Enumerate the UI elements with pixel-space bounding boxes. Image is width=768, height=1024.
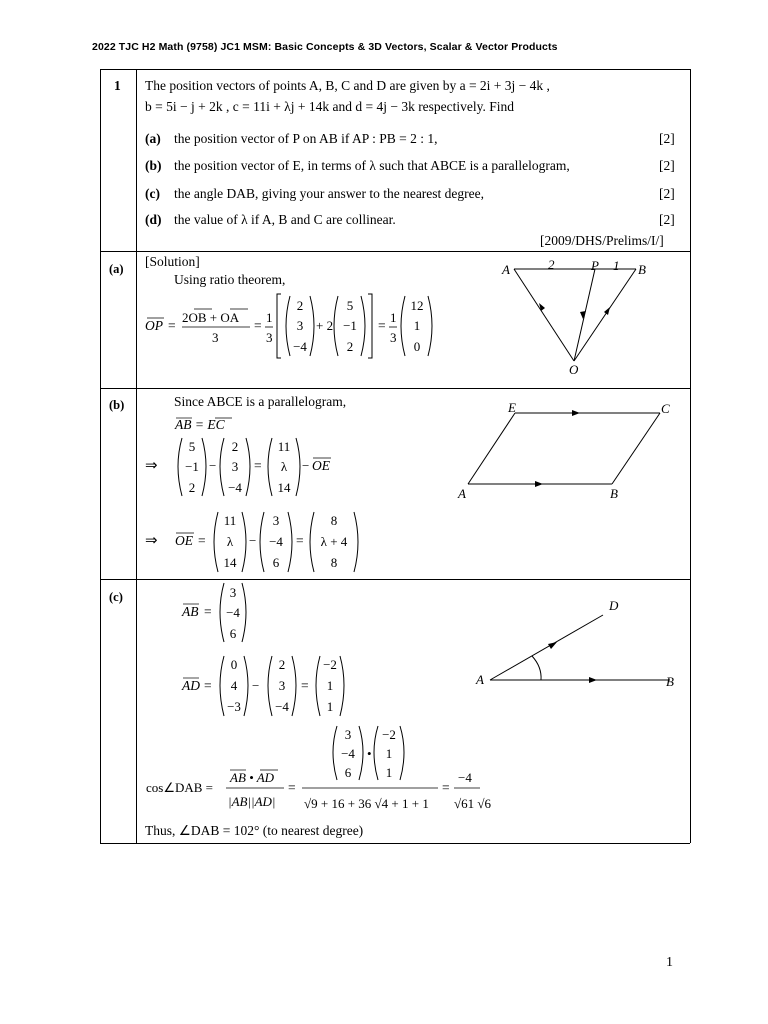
va-1: 3: [231, 459, 239, 474]
part-d-marks: [2]: [659, 212, 675, 227]
parallelogram-diagram: [450, 398, 680, 508]
sol-c-final: Thus, ∠DAB = 102° (to nearest degree): [145, 823, 364, 838]
sol-b-line1: Since ABCE is a parallelogram,: [174, 394, 347, 409]
third-den: 3: [390, 330, 397, 345]
vector-paren: [333, 726, 337, 780]
vector-paren: [310, 512, 314, 572]
third-num: 1: [390, 310, 397, 325]
angle-diagram: [470, 595, 685, 695]
ab-1: −4: [226, 605, 240, 620]
question-source: [2009/DHS/Prelims/I/]: [540, 233, 664, 248]
table-divider: [100, 251, 690, 252]
vector-paren: [268, 438, 272, 496]
vector-paren: [288, 512, 292, 572]
point-p: P: [591, 258, 599, 273]
d-1: 4: [230, 678, 238, 693]
third-num: 1: [266, 310, 273, 325]
point-e: E: [508, 400, 516, 415]
equals: =: [296, 533, 304, 548]
part-c-text: the angle DAB, giving your answer to the nearest degree,: [174, 186, 485, 201]
equals: =: [442, 780, 450, 795]
v2-2: 2: [346, 339, 354, 354]
part-c-marks: [2]: [659, 186, 675, 201]
res-2: 0: [413, 339, 421, 354]
ab-2: 6: [344, 765, 352, 780]
part-a-label: (a): [145, 131, 161, 146]
implies-arrow: ⇒: [145, 458, 158, 474]
frac-num: 2OB + OA: [182, 310, 240, 325]
question-line-1: [145, 79, 685, 93]
equals: =: [168, 318, 176, 333]
vector-paren: [428, 296, 432, 356]
vc2-2: 14: [223, 555, 237, 570]
arrow-ab: [589, 677, 597, 683]
side-bc: [612, 413, 660, 484]
part-c-label: (c): [145, 186, 160, 201]
vc-0: 11: [277, 439, 291, 454]
sol-a-label: (a): [109, 262, 124, 276]
vector-paren: [340, 656, 344, 716]
angle-arc: [532, 656, 541, 680]
ab-2: 6: [229, 626, 237, 641]
vector-paren: [361, 296, 365, 356]
plus-two: + 2: [316, 318, 334, 333]
vector-paren: [214, 512, 218, 572]
vector-paren: [242, 583, 246, 642]
point-b: B: [610, 486, 618, 501]
sol-a-equation: [140, 292, 440, 362]
equals: =: [198, 533, 206, 548]
vector-paren: [220, 656, 224, 716]
point-a: A: [458, 486, 466, 501]
part-a-marks: [2]: [659, 131, 675, 146]
ab-1: −4: [341, 746, 355, 761]
op-label: OP: [145, 318, 163, 333]
point-o: O: [569, 362, 579, 377]
ab-eq-ec: AB = EC: [175, 417, 225, 432]
vector-paren: [202, 438, 206, 496]
res-1: 1: [413, 318, 421, 333]
ad-0: −2: [382, 727, 396, 742]
minus: −: [302, 458, 310, 473]
arrow-oa: [539, 303, 545, 311]
side-oa: [514, 269, 574, 361]
ve-2: 8: [330, 555, 338, 570]
ad-1: 1: [385, 746, 393, 761]
frac-den: 3: [212, 330, 219, 345]
part-b-marks: [2]: [659, 158, 675, 173]
dot-num: AB • AD: [230, 770, 275, 785]
vector-paren: [268, 656, 272, 716]
vc-1: λ: [280, 459, 288, 474]
a-0: 2: [278, 657, 286, 672]
va-0: 2: [231, 439, 239, 454]
vab-0: 3: [272, 513, 280, 528]
a-2: −4: [275, 699, 289, 714]
question-line-1-text: The position vectors of points A, B, C and D are given by a = 2i + 3j − 4k ,: [145, 78, 550, 93]
part-a-text: the position vector of P on AB if AP : PB = 2 : 1,: [174, 131, 438, 146]
third-den: 3: [266, 330, 273, 345]
equals: =: [204, 604, 212, 619]
part-d-label: (d): [145, 212, 162, 227]
arrow-op: [580, 311, 586, 319]
sqrt-den: √9 + 16 + 36 √4 + 1 + 1: [304, 796, 429, 811]
equals: =: [301, 678, 309, 693]
dot: •: [367, 746, 372, 761]
side-ae: [468, 413, 515, 484]
ve-1: λ + 4: [320, 534, 348, 549]
res-den: √61 √6: [454, 796, 492, 811]
arrow-ad: [548, 642, 557, 649]
point-d: D: [609, 598, 619, 613]
v1-1: 3: [296, 318, 304, 333]
table-column-divider: [136, 69, 137, 843]
vector-paren: [178, 438, 182, 496]
table-border-right: [690, 69, 691, 843]
sol-c-equation: [140, 580, 492, 840]
vc2-1: λ: [226, 534, 234, 549]
part-d-text: the value of λ if A, B and C are collinear.: [174, 212, 396, 227]
vector-paren: [400, 726, 404, 780]
sol-b-equation: [140, 412, 440, 577]
table-divider: [100, 388, 690, 389]
equals: =: [254, 318, 262, 333]
page-number: 1: [666, 955, 673, 970]
ad-0: −2: [323, 657, 337, 672]
vector-paren: [286, 296, 290, 356]
v1-2: −4: [293, 339, 307, 354]
part-b-text: the position vector of E, in terms of λ such that ABCE is a parallelogram,: [174, 158, 570, 173]
vector-paren: [354, 512, 358, 572]
v2-0: 5: [346, 298, 354, 313]
vector-paren: [310, 296, 314, 356]
vector-paren: [242, 512, 246, 572]
page-header: 2022 TJC H2 Math (9758) JC1 MSM: Basic Concepts & 3D Vectors, Scalar & Vector Products: [92, 41, 558, 53]
equals: =: [204, 678, 212, 693]
equals: =: [288, 780, 296, 795]
minus: −: [209, 458, 217, 473]
ad-label: AD: [182, 678, 200, 693]
vector-paren: [292, 656, 296, 716]
implies-arrow: ⇒: [145, 533, 158, 549]
point-b: B: [638, 262, 646, 277]
v2-1: −1: [343, 318, 357, 333]
vector-paren: [220, 583, 224, 642]
sol-b-label: (b): [109, 398, 125, 412]
point-c: C: [661, 401, 670, 416]
ray-ad: [490, 615, 603, 680]
cos-label: cos∠DAB =: [146, 780, 214, 795]
minus: −: [252, 678, 260, 693]
vector-paren: [246, 438, 250, 496]
ratio-2: 2: [548, 257, 555, 272]
left-bracket: [277, 294, 281, 358]
sol-c-label: (c): [109, 590, 123, 604]
question-line-2: b = 5i − j + 2k , c = 11i + λj + 14k and d = 4j − 3k respectively. Find: [145, 99, 515, 114]
question-number: 1: [114, 78, 121, 93]
res-0: 12: [410, 298, 424, 313]
vector-paren: [334, 296, 338, 356]
point-a: A: [502, 262, 510, 277]
ab-label: AB: [182, 604, 199, 619]
vector-paren: [359, 726, 363, 780]
vab-1: −4: [269, 534, 283, 549]
ab-0: 3: [229, 585, 237, 600]
table-border-top: [100, 69, 690, 70]
oe-label: OE: [175, 533, 193, 548]
sol-a-heading: [Solution]: [145, 254, 200, 269]
triangle-diagram: [490, 255, 660, 380]
table-border-left: [100, 69, 101, 843]
minus: −: [249, 533, 257, 548]
vb-0: 5: [188, 439, 196, 454]
va-2: −4: [228, 480, 242, 495]
vb-2: 2: [188, 480, 196, 495]
ab-0: 3: [344, 727, 352, 742]
point-a: A: [476, 672, 484, 687]
vc-2: 14: [277, 480, 291, 495]
vector-paren: [244, 656, 248, 716]
equals: =: [254, 458, 262, 473]
vector-paren: [401, 296, 405, 356]
res-num: −4: [458, 770, 472, 785]
mag-den: |AB||AD|: [228, 794, 276, 809]
d-0: 0: [230, 657, 238, 672]
arrow-ab: [535, 481, 543, 487]
vb-1: −1: [185, 459, 199, 474]
ad-2: 1: [326, 699, 334, 714]
oe-label: OE: [312, 458, 330, 473]
vc2-0: 11: [223, 513, 237, 528]
vector-paren: [296, 438, 300, 496]
ratio-1: 1: [613, 258, 620, 273]
arrow-ob: [604, 307, 610, 315]
d-2: −3: [227, 699, 241, 714]
vector-paren: [374, 726, 378, 780]
vector-paren: [316, 656, 320, 716]
ad-1: 1: [326, 678, 334, 693]
a-1: 3: [278, 678, 286, 693]
vab-2: 6: [272, 555, 280, 570]
table-border-bottom: [100, 843, 690, 844]
v1-0: 2: [296, 298, 304, 313]
arrow-ec: [572, 410, 580, 416]
ad-2: 1: [385, 765, 393, 780]
equals: =: [378, 318, 386, 333]
vector-paren: [220, 438, 224, 496]
vector-paren: [260, 512, 264, 572]
part-b-label: (b): [145, 158, 162, 173]
ve-0: 8: [330, 513, 338, 528]
sol-a-line1: Using ratio theorem,: [174, 272, 286, 287]
point-b: B: [666, 674, 674, 689]
right-bracket: [368, 294, 372, 358]
